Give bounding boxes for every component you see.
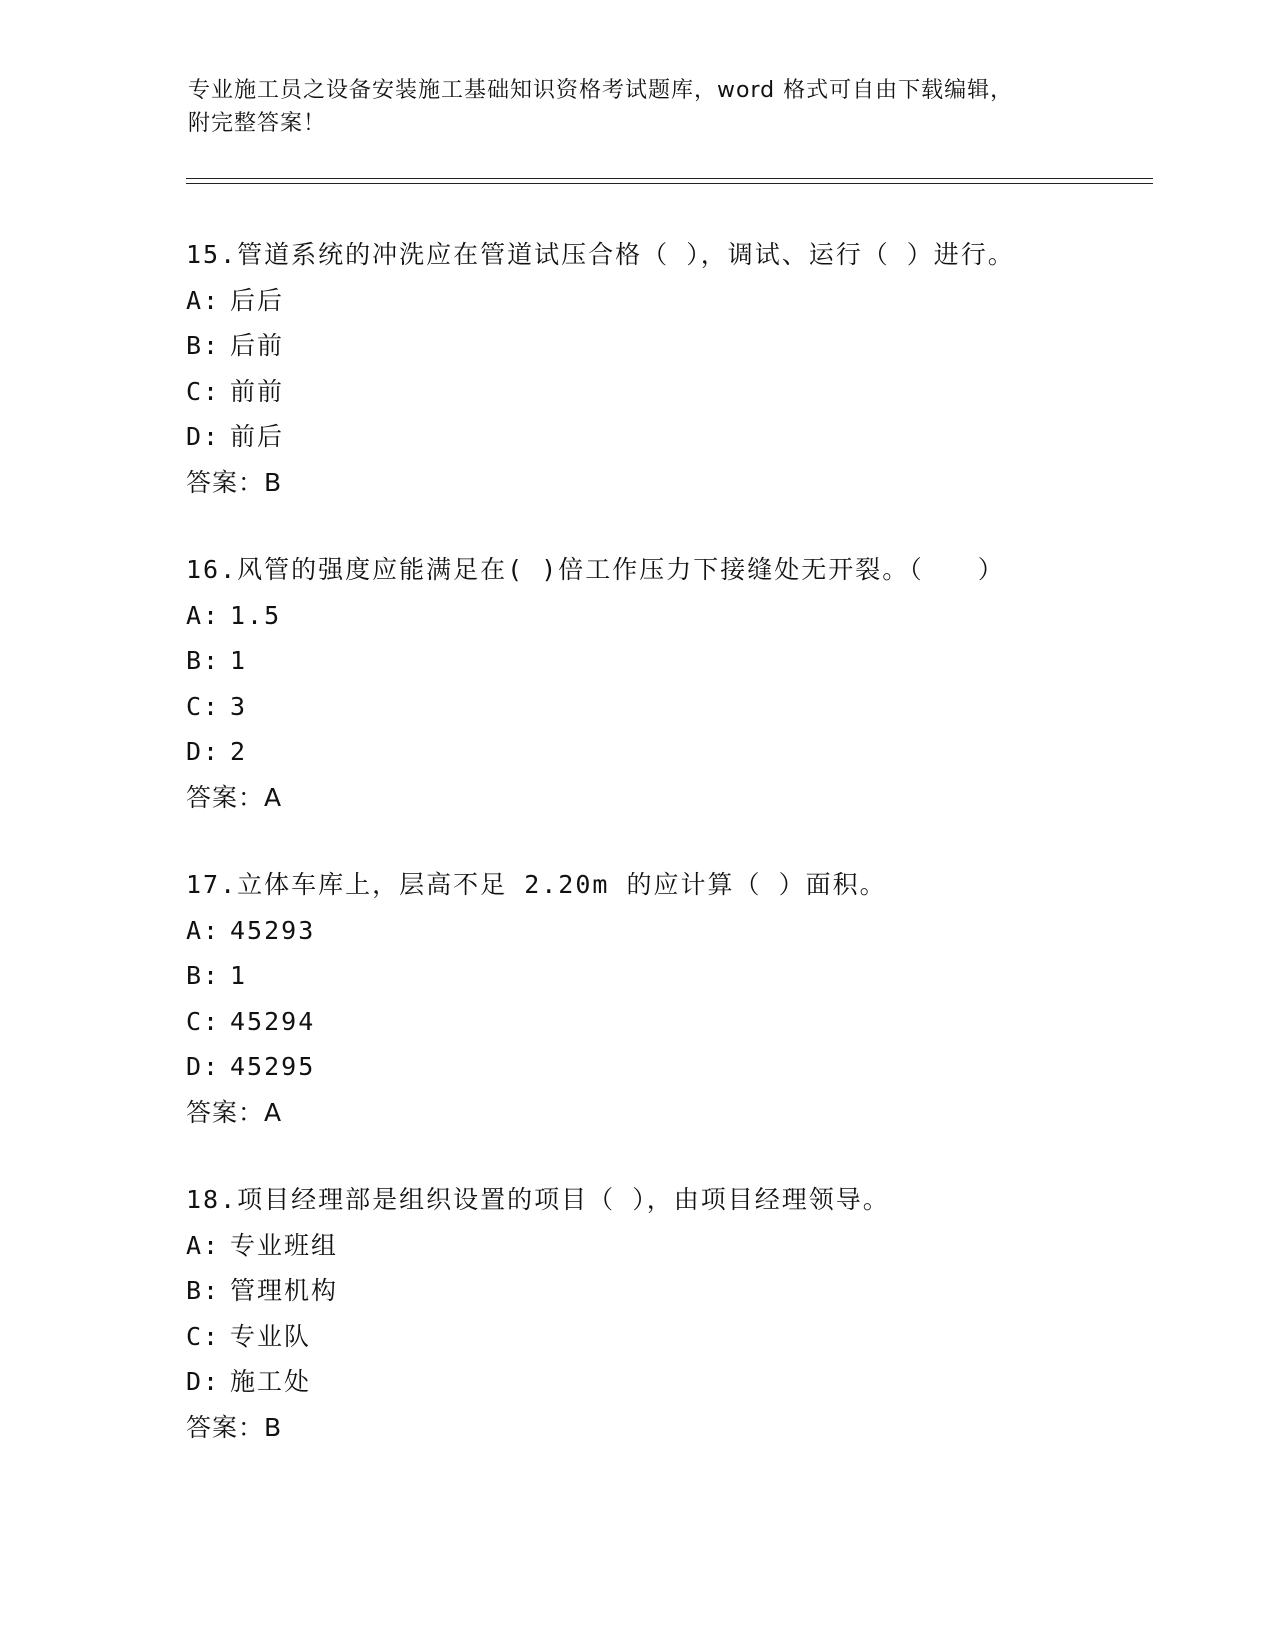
option-key: B: — [186, 646, 221, 675]
option-text: 45294 — [230, 1006, 316, 1036]
answer-line: 答案：B — [186, 467, 283, 497]
option-text: 1.5 — [230, 600, 282, 630]
header-line-1: 专业施工员之设备安装施工基础知识资格考试题库，word 格式可自由下载编辑， — [188, 78, 1014, 103]
option-key: C: — [186, 376, 221, 406]
option-key: A: — [186, 1230, 221, 1260]
option-text: 45293 — [230, 915, 316, 945]
option-d — [186, 1052, 1146, 1082]
option-text: 专业班组 — [230, 1230, 339, 1260]
option-key: A: — [186, 600, 221, 630]
option-key: C: — [186, 1006, 221, 1036]
option-key: B: — [186, 1276, 221, 1305]
option-c — [186, 692, 1146, 722]
answer-line: 答案：B — [186, 1412, 283, 1442]
answer-line: 答案：A — [186, 1097, 283, 1127]
option-key: A: — [186, 915, 221, 945]
option-b — [186, 1276, 1146, 1306]
option-key: C: — [186, 691, 221, 721]
option-text: 后后 — [230, 285, 285, 315]
option-key: B: — [186, 331, 221, 360]
header-line-2: 附完整答案！ — [188, 111, 327, 136]
option-c — [186, 1007, 1146, 1037]
question-stem: 18.项目经理部是组织设置的项目（ ），由项目经理领导。 — [186, 1185, 890, 1214]
option-text: 45295 — [230, 1052, 316, 1081]
header-divider-top — [186, 178, 1153, 179]
option-text: 专业队 — [230, 1321, 312, 1351]
question-stem: 16.风管的强度应能满足在( )倍工作压力下接缝处无开裂。（ ） — [186, 555, 1005, 584]
option-d — [186, 1367, 1146, 1397]
option-b — [186, 646, 1146, 676]
question-18 — [186, 1185, 1146, 1443]
answer-line: 答案：A — [186, 782, 283, 812]
option-key: D: — [186, 1367, 221, 1396]
option-key: A: — [186, 285, 221, 315]
option-a — [186, 916, 1146, 946]
option-b — [186, 961, 1146, 991]
option-text: 后前 — [230, 331, 285, 360]
option-c — [186, 1322, 1146, 1352]
document-header — [188, 74, 1088, 140]
option-a — [186, 601, 1146, 631]
question-15 — [186, 240, 1146, 498]
header-divider-bottom — [186, 183, 1153, 184]
question-16 — [186, 555, 1146, 813]
option-text: 管理机构 — [230, 1276, 339, 1305]
option-d — [186, 737, 1146, 767]
option-text: 3 — [230, 691, 248, 721]
option-key: C: — [186, 1321, 221, 1351]
option-text: 1 — [230, 646, 248, 675]
option-d — [186, 422, 1146, 452]
option-key: D: — [186, 737, 221, 766]
option-a — [186, 1231, 1146, 1261]
option-text: 前后 — [230, 422, 285, 451]
option-c — [186, 377, 1146, 407]
option-key: D: — [186, 422, 221, 451]
option-b — [186, 331, 1146, 361]
option-key: B: — [186, 961, 221, 990]
option-a — [186, 286, 1146, 316]
option-text: 2 — [230, 737, 248, 766]
option-text: 施工处 — [230, 1367, 312, 1396]
question-stem: 17.立体车库上，层高不足 2.20m 的应计算（ ）面积。 — [186, 870, 887, 899]
option-text: 1 — [230, 961, 248, 990]
question-17 — [186, 870, 1146, 1128]
option-text: 前前 — [230, 376, 285, 406]
option-key: D: — [186, 1052, 221, 1081]
question-stem: 15.管道系统的冲洗应在管道试压合格（ ），调试、运行（ ）进行。 — [186, 240, 1015, 269]
